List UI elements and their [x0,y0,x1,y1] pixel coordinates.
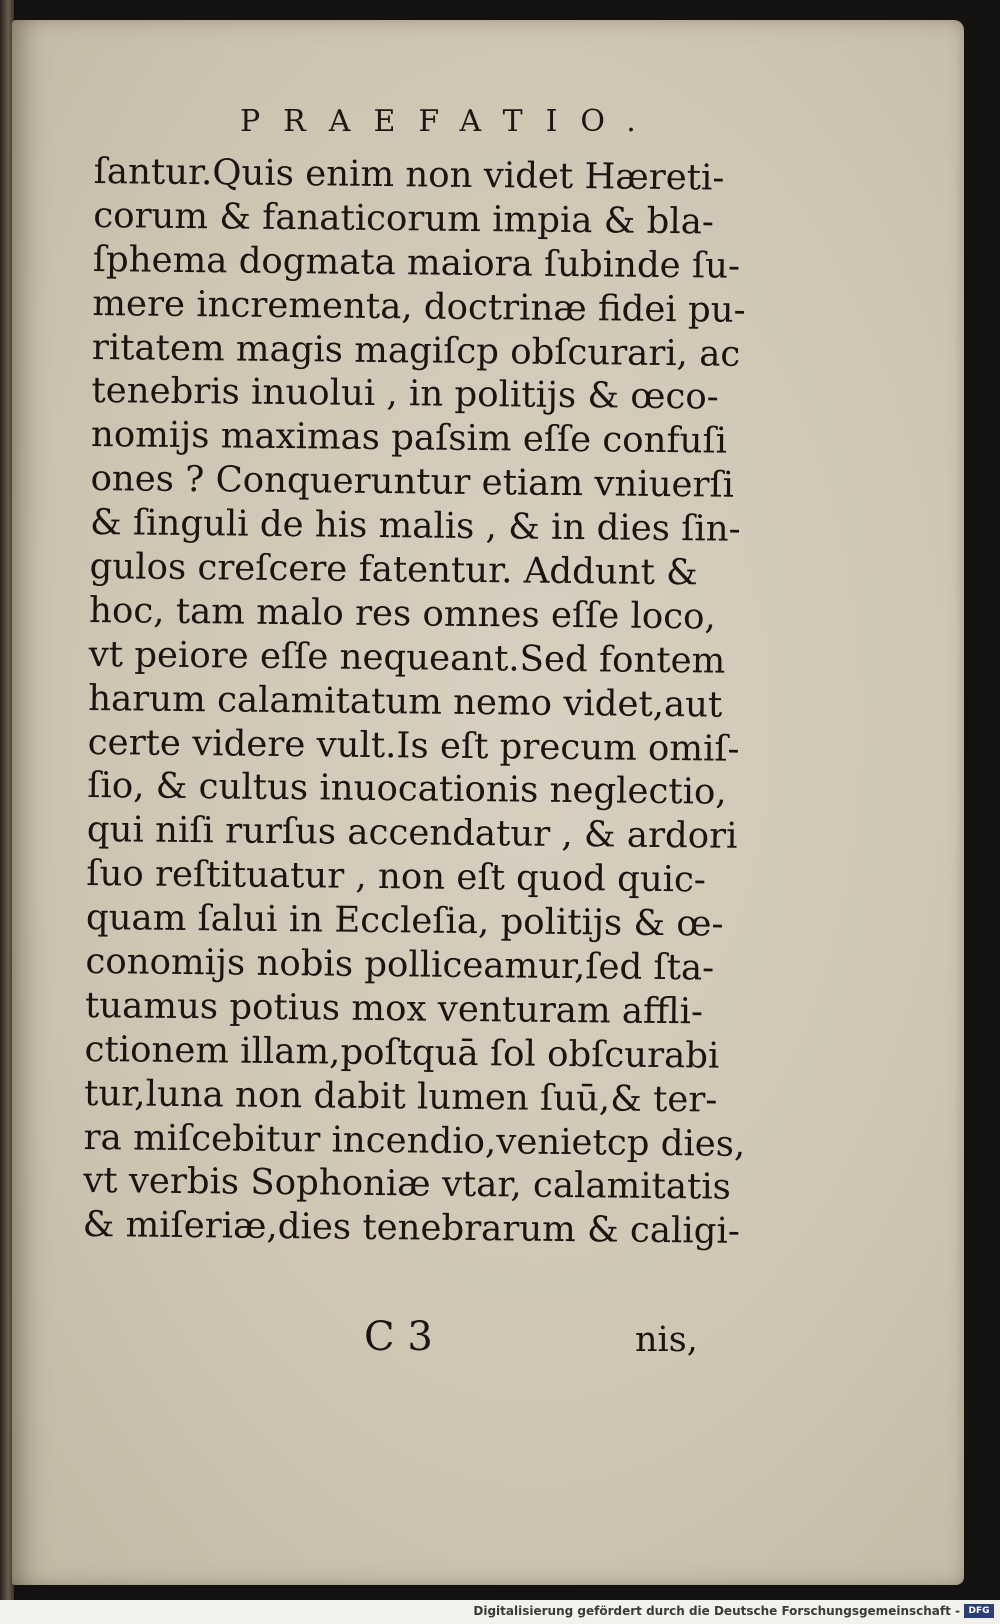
text-line: & miſeriæ,dies tenebrarum & caligi- [82,1204,741,1253]
text-line: ſio, & cultus inuocationis neglectio, [87,765,727,814]
text-line: conomijs nobis polliceamur,ſed ſta- [85,940,715,989]
text-line: qui niſi rurſus accendatur , & ardori [86,809,738,858]
text-line: tenebris inuolui , in politijs & œco- [91,370,719,419]
text-line: mere incrementa, doctrinæ fidei pu- [92,282,746,331]
dfg-logo-icon: DFG [964,1604,994,1618]
text-line: gulos creſcere fatentur. Addunt & [89,545,698,594]
text-line: certe videre vult.Is eſt precum omiſ- [87,721,740,770]
book-page [12,20,964,1585]
text-line: nomijs maximas paſsim eſſe confuſi [90,414,728,462]
text-line: ſantur.Quis enim non videt Hæreti- [93,150,725,199]
text-line: vt peiore eſſe nequeant.Sed fontem [88,633,726,682]
text-line: & ſinguli de his malis , & in dies ſin- [89,502,741,550]
text-line: hoc, tam malo res omnes eſſe loco, [88,589,717,638]
text-line: tuamus potius mox venturam affli- [84,984,704,1033]
footer-bar [0,1600,1000,1624]
text-line: ſuo reſtituatur , non eſt quod quic- [86,853,707,901]
text-line: ctionem illam,poſtquā ſol obſcurabi [84,1028,720,1077]
text-line: tur,luna non dabit lumen ſuū,& ter- [83,1072,718,1121]
body-text [82,150,746,1254]
text-line: ra miſcebitur incendio,venietcp dies, [83,1116,746,1165]
catchword: nis, [635,1320,698,1360]
signature-mark: C 3 [364,1314,433,1360]
text-line: ritatem magis magiſcp obſcurari, ac [91,326,741,375]
text-line: harum calamitatum nemo videt,aut [88,677,723,726]
text-line: corum & fanaticorum impia & bla- [93,194,715,243]
text-line: ſphema dogmata maiora ſubinde ſu- [92,238,741,287]
funding-credit: Digitalisierung gefördert durch die Deutsche Forschungsgemeinschaft - [473,1604,960,1618]
text-line: quam ſalui in Eccleſia, politijs & œ- [85,897,724,945]
running-head: PRAEFATIO. [240,104,659,139]
text-line: ones ? Conqueruntur etiam vniuerſi [90,458,735,506]
text-line: vt verbis Sophoniæ vtar, calamitatis [82,1160,732,1209]
